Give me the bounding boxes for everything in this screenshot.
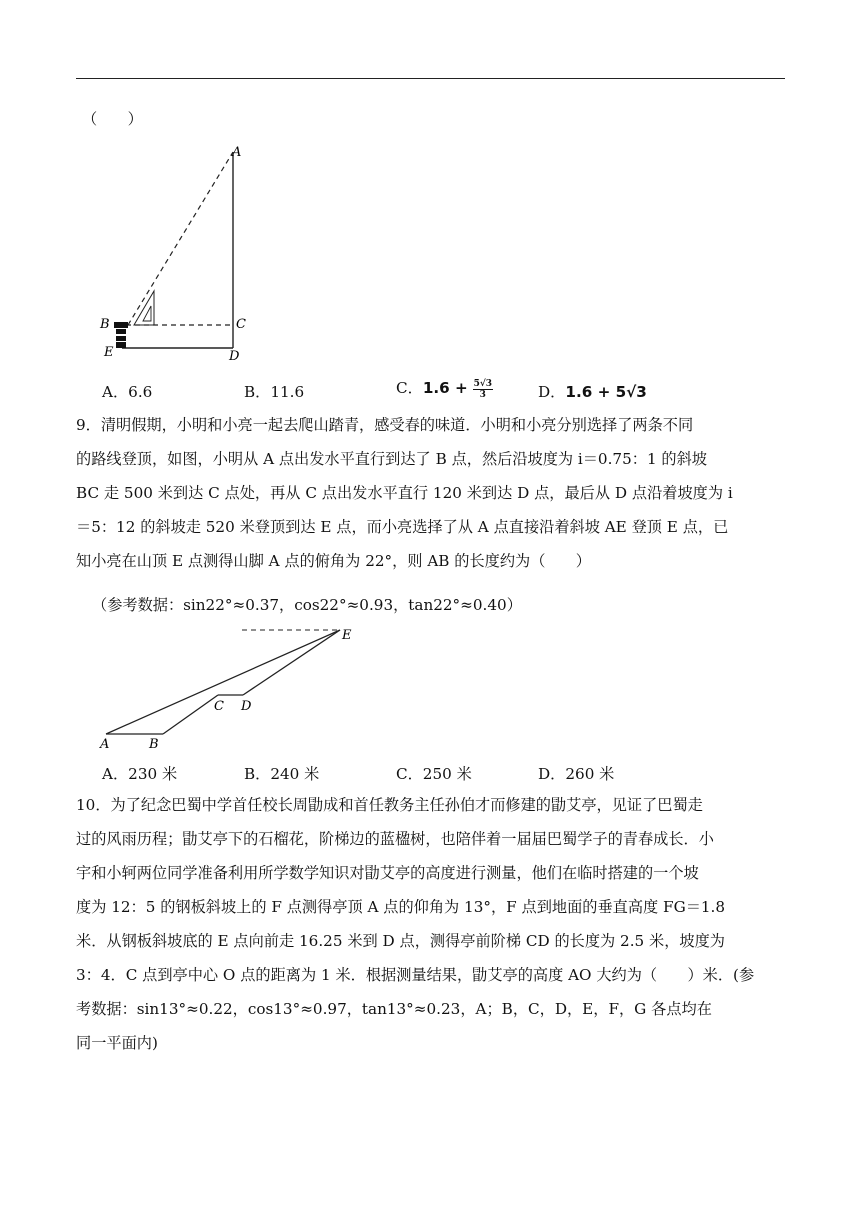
label-C: C bbox=[236, 317, 246, 332]
prev-option-c-label: C． bbox=[396, 379, 423, 397]
q10-line: 度为 12：5 的钢板斜坡上的 F 点测得亭顶 A 点的仰角为 13°，F 点到地面的垂直高度 FG＝1.8 bbox=[76, 898, 726, 916]
label-B: B bbox=[100, 317, 110, 332]
prev-option-d-math: 1.6 + 5√3 bbox=[565, 383, 647, 401]
label-D: D bbox=[229, 349, 240, 364]
q9-line: ＝5：12 的斜坡走 520 米登顶到达 E 点，而小亮选择了从 A 点直接沿着斜坡 AE 登顶 E 点，已 bbox=[76, 518, 729, 536]
q9-option-b: B．240 米 bbox=[244, 765, 320, 783]
q9-line: 知小亮在山顶 E 点测得山脚 A 点的俯角为 22°，则 AB 的长度约为（ ） bbox=[76, 552, 591, 570]
label-A: A bbox=[232, 145, 242, 160]
prev-option-b: B．11.6 bbox=[244, 383, 305, 401]
prev-option-c-whole: 1.6 + bbox=[422, 379, 468, 397]
q9-option-d: D．260 米 bbox=[538, 765, 615, 783]
figure-question-9 bbox=[96, 622, 366, 752]
q9-line: 9．清明假期，小明和小亮一起去爬山踏青，感受春的味道．小明和小亮分别选择了两条不同 bbox=[76, 416, 694, 434]
q10-line: 3：4．C 点到亭中心 O 点的距离为 1 米．根据测量结果，勖艾亭的高度 AO 大约为（ ）米．(参 bbox=[76, 966, 755, 984]
fraction-numerator: 5√3 bbox=[473, 378, 493, 389]
q9-reference-data: （参考数据：sin22°≈0.37，cos22°≈0.93，tan22°≈0.40） bbox=[92, 596, 522, 614]
prev-option-d-label: D． bbox=[538, 383, 566, 401]
label-D: D bbox=[241, 699, 252, 714]
q10-line: 过的风雨历程；勖艾亭下的石榴花，阶梯边的蓝楹树，也陪伴着一届届巴蜀学子的青春成长．小 bbox=[76, 830, 714, 848]
prev-option-a: A．6.6 bbox=[102, 383, 153, 401]
q9-option-c: C．250 米 bbox=[396, 765, 472, 783]
prev-option-d bbox=[538, 382, 647, 402]
prev-option-c bbox=[396, 378, 493, 400]
q10-line: 同一平面内) bbox=[76, 1034, 158, 1052]
label-E: E bbox=[104, 345, 114, 360]
q10-line: 宇和小轲两位同学准备利用所学数学知识对勖艾亭的高度进行测量，他们在临时搭建的一个坡 bbox=[76, 864, 699, 882]
label-B: B bbox=[149, 737, 159, 752]
label-A: A bbox=[100, 737, 110, 752]
q9-line: BC 走 500 米到达 C 点处，再从 C 点出发水平直行 120 米到达 D 点，最后从 D 点沿着坡度为 i bbox=[76, 484, 733, 502]
prev-option-c-fraction bbox=[473, 379, 493, 400]
answer-bracket: （ ） bbox=[82, 110, 143, 128]
fraction-denominator: 3 bbox=[479, 389, 486, 400]
question-10-text bbox=[76, 788, 786, 1060]
label-C: C bbox=[214, 699, 224, 714]
q9-option-a: A．230 米 bbox=[102, 765, 178, 783]
figure-prev-question bbox=[96, 138, 256, 368]
q9-line: 的路线登顶，如图，小明从 A 点出发水平直行到达了 B 点，然后沿坡度为 i＝0.75：1 的斜坡 bbox=[76, 450, 707, 468]
question-9-text bbox=[76, 408, 786, 578]
header-rule bbox=[76, 78, 785, 79]
label-E: E bbox=[342, 628, 352, 643]
q10-line: 10．为了纪念巴蜀中学首任校长周勖成和首任教务主任孙伯才而修建的勖艾亭，见证了巴蜀走 bbox=[76, 796, 703, 814]
q10-line: 米．从钢板斜坡底的 E 点向前走 16.25 米到 D 点，测得亭前阶梯 CD 的长度为 2.5 米，坡度为 bbox=[76, 932, 725, 950]
q10-line: 考数据：sin13°≈0.22，cos13°≈0.97，tan13°≈0.23，A；B，C，D，E，F，G 各点均在 bbox=[76, 1000, 712, 1018]
